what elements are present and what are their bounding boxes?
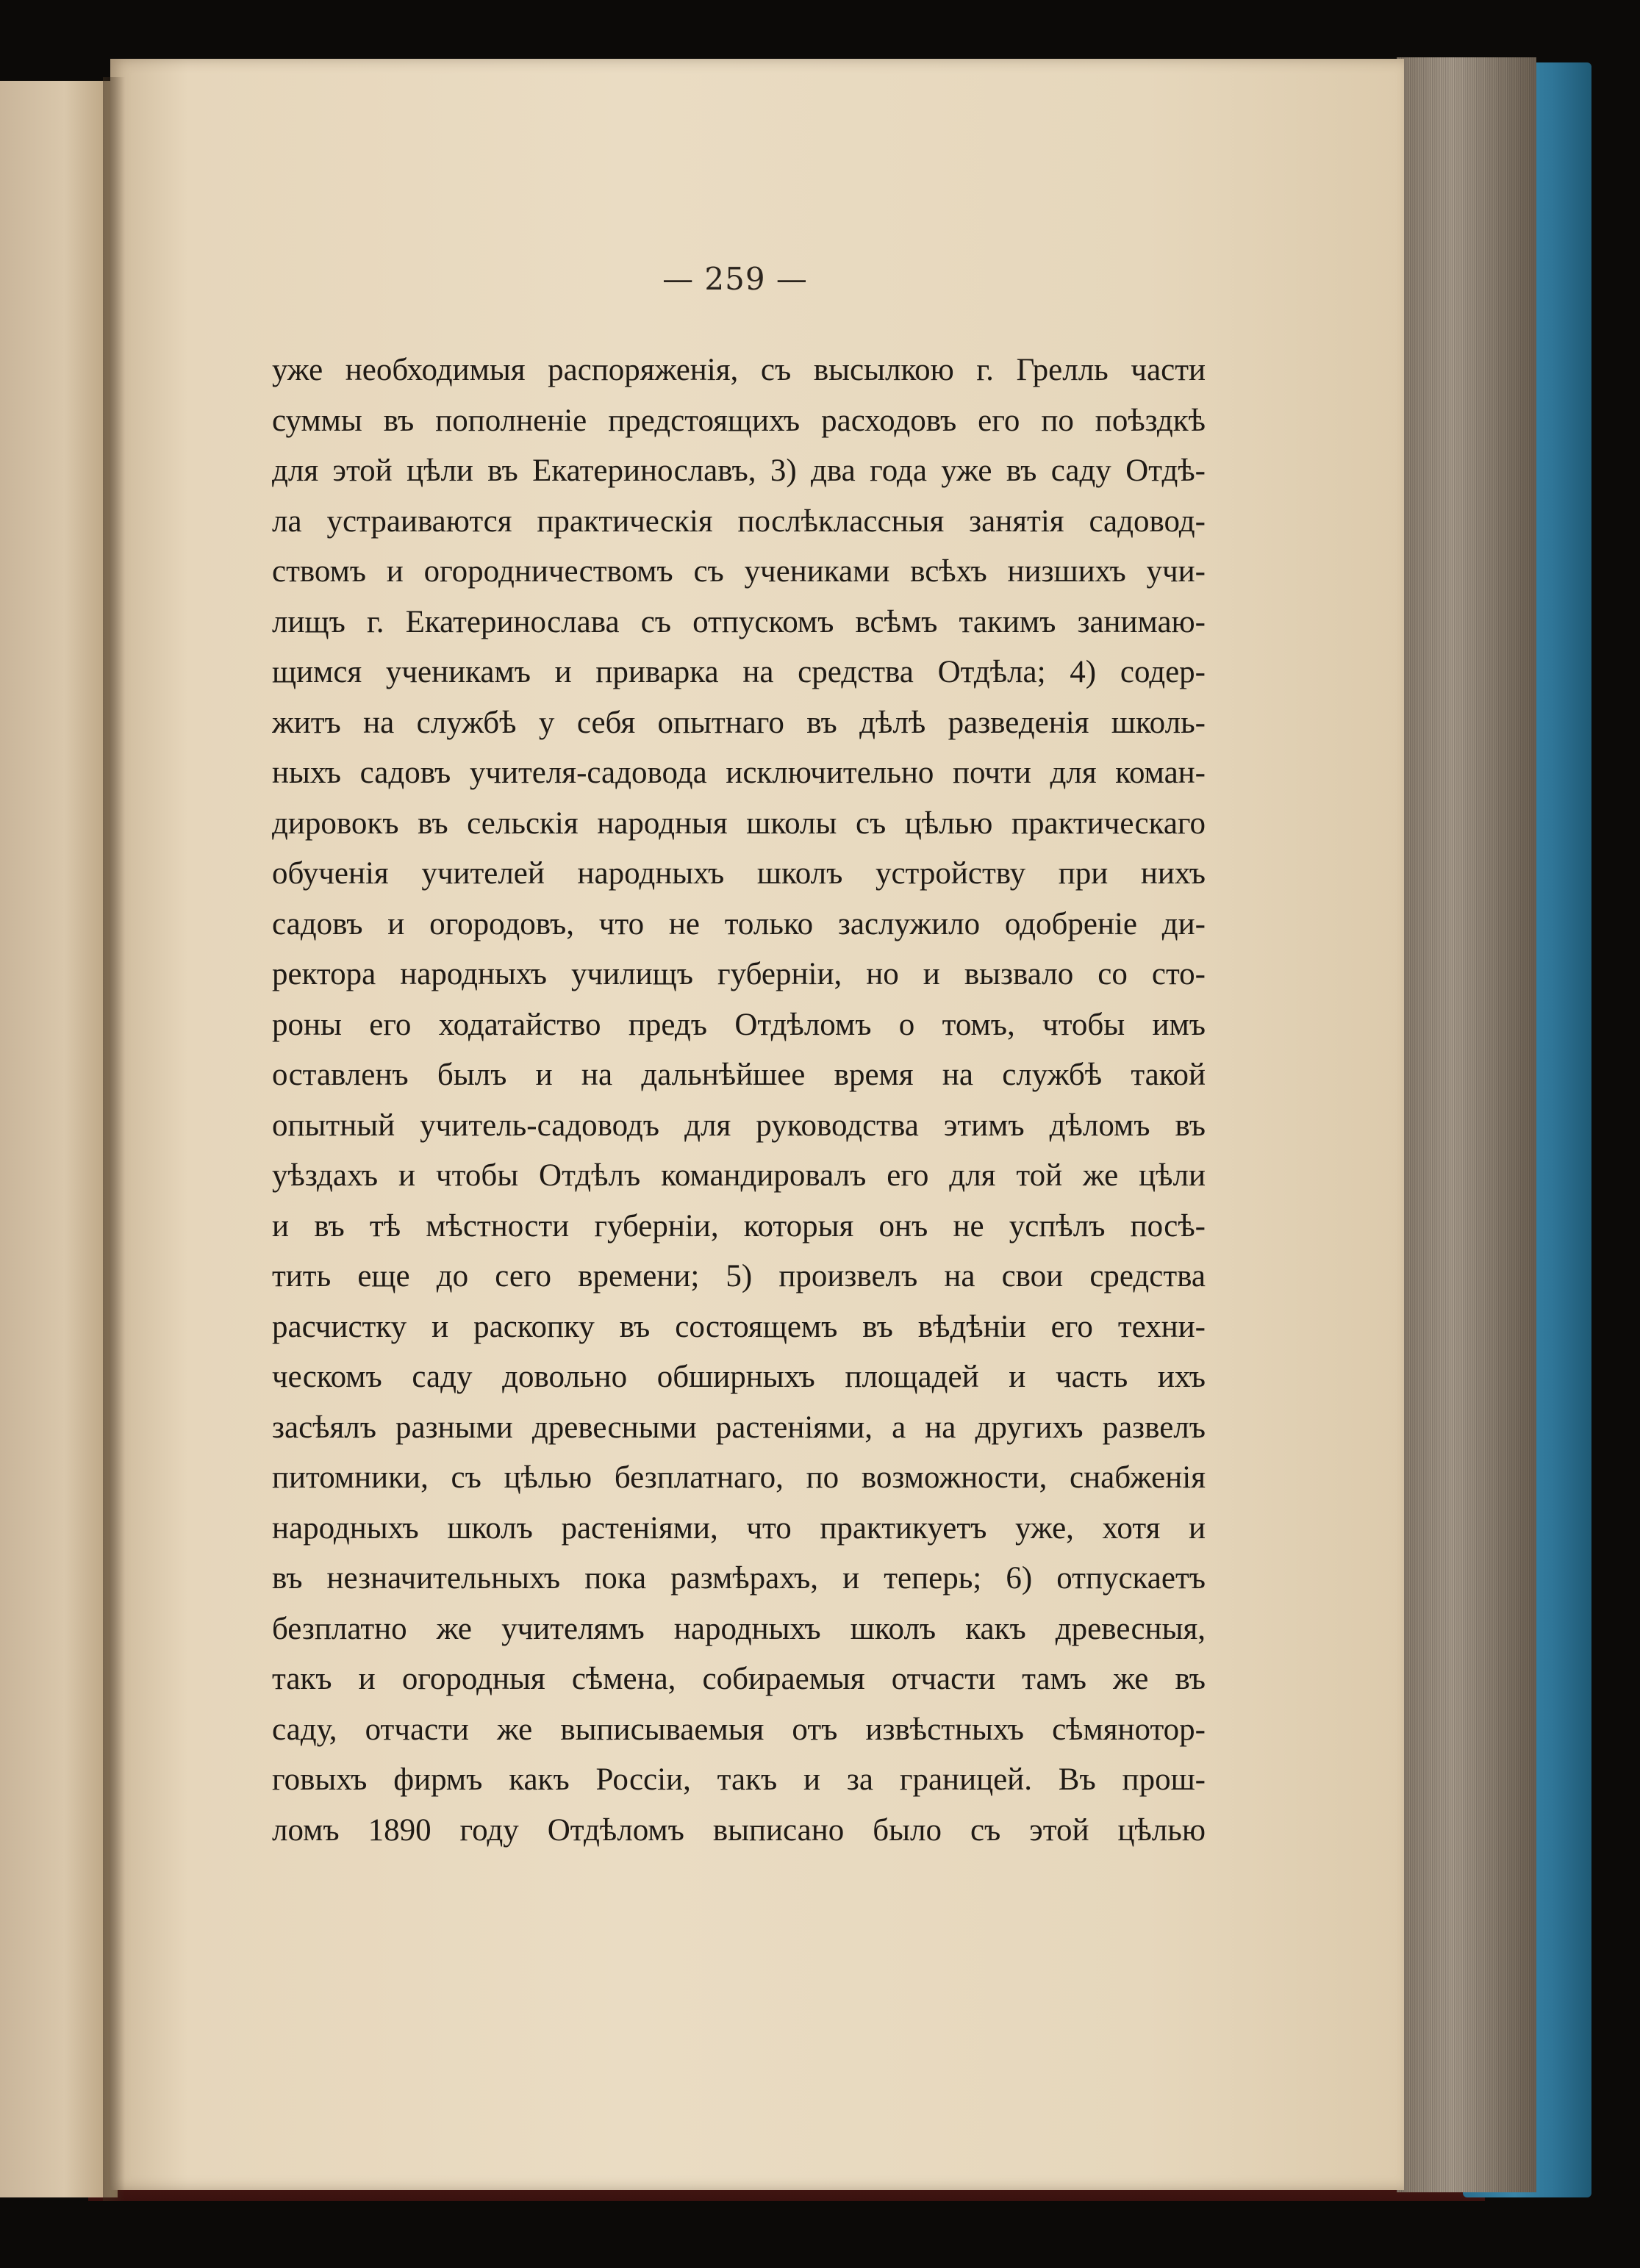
- text-line: такъ и огородныя сѣмена, собираемыя отчасти тамъ же въ: [272, 1662, 1206, 1696]
- text-line: и въ тѣ мѣстности губерніи, которыя онъ не успѣлъ посѣ-: [272, 1208, 1206, 1244]
- text-line: расчистку и раскопку въ состоящемъ въ вѣдѣніи его техни-: [272, 1309, 1206, 1344]
- text-line: засѣялъ разными древесными растеніями, а на другихъ развелъ: [272, 1410, 1206, 1445]
- text-line: ла устраиваются практическія послѣклассныя занятія садовод-: [272, 503, 1206, 539]
- text-line: лищъ г. Екатеринослава съ отпускомъ всѣмъ такимъ занимаю-: [272, 604, 1206, 639]
- text-line: говыхъ фирмъ какъ Россіи, такъ и за границей. Въ прош-: [272, 1762, 1206, 1797]
- text-line: ломъ 1890 году Отдѣломъ выписано было съ этой цѣлью: [272, 1812, 1206, 1848]
- text-line: народныхъ школъ растеніями, что практикуетъ уже, хотя и: [272, 1510, 1206, 1546]
- text-line: уѣздахъ и чтобы Отдѣлъ командировалъ его для той же цѣли: [272, 1158, 1206, 1193]
- text-line: безплатно же учителямъ народныхъ школъ какъ древесныя,: [272, 1611, 1206, 1646]
- text-line: тить еще до сего времени; 5) произвелъ на свои средства: [272, 1259, 1206, 1293]
- text-line: житъ на службѣ у себя опытнаго въ дѣлѣ разведенія школь-: [272, 705, 1206, 740]
- text-line: саду, отчасти же выписываемыя отъ извѣстныхъ сѣмянотор-: [272, 1712, 1206, 1747]
- page-number: — 259 —: [662, 261, 808, 297]
- text-line: садовъ и огородовъ, что не только заслужило одобреніе ди-: [272, 906, 1206, 941]
- text-line: питомники, съ цѣлью безплатнаго, по возможности, снабженія: [272, 1460, 1206, 1495]
- text-line: уже необходимыя распоряженія, съ высылкою г. Грелль части: [272, 353, 1206, 387]
- text-line: ческомъ саду довольно обширныхъ площадей и часть ихъ: [272, 1360, 1206, 1394]
- text-line: ныхъ садовъ учителя-садовода исключительно почти для коман-: [272, 756, 1206, 790]
- text-line: ствомъ и огородничествомъ съ учениками всѣхъ низшихъ учи-: [272, 554, 1206, 589]
- text-line: опытный учитель-садоводъ для руководства этимъ дѣломъ въ: [272, 1108, 1206, 1143]
- body-text: [272, 345, 1206, 1856]
- text-line: роны его ходатайство предъ Отдѣломъ о томъ, чтобы имъ: [272, 1007, 1206, 1042]
- text-line: въ незначительныхъ пока размѣрахъ, и теперь; 6) отпускаетъ: [272, 1561, 1206, 1596]
- text-line: оставленъ былъ и на дальнѣйшее время на службѣ такой: [272, 1058, 1206, 1092]
- left-page: [0, 81, 118, 2197]
- text-line: суммы въ пополненіе предстоящихъ расходовъ его по поѣздкѣ: [272, 403, 1206, 438]
- page-stack-shadow: [1397, 57, 1536, 2192]
- text-line: дировокъ въ сельскія народныя школы съ цѣлью практическаго: [272, 805, 1206, 841]
- text-line: для этой цѣли въ Екатеринославъ, 3) два года уже въ саду Отдѣ-: [272, 453, 1206, 488]
- book-gutter: [103, 77, 125, 2201]
- text-line: обученія учителей народныхъ школъ устройству при нихъ: [272, 856, 1206, 891]
- text-line: щимся ученикамъ и приварка на средства Отдѣла; 4) содер-: [272, 655, 1206, 689]
- text-line: ректора народныхъ училищъ губерніи, но и вызвало со сто-: [272, 957, 1206, 991]
